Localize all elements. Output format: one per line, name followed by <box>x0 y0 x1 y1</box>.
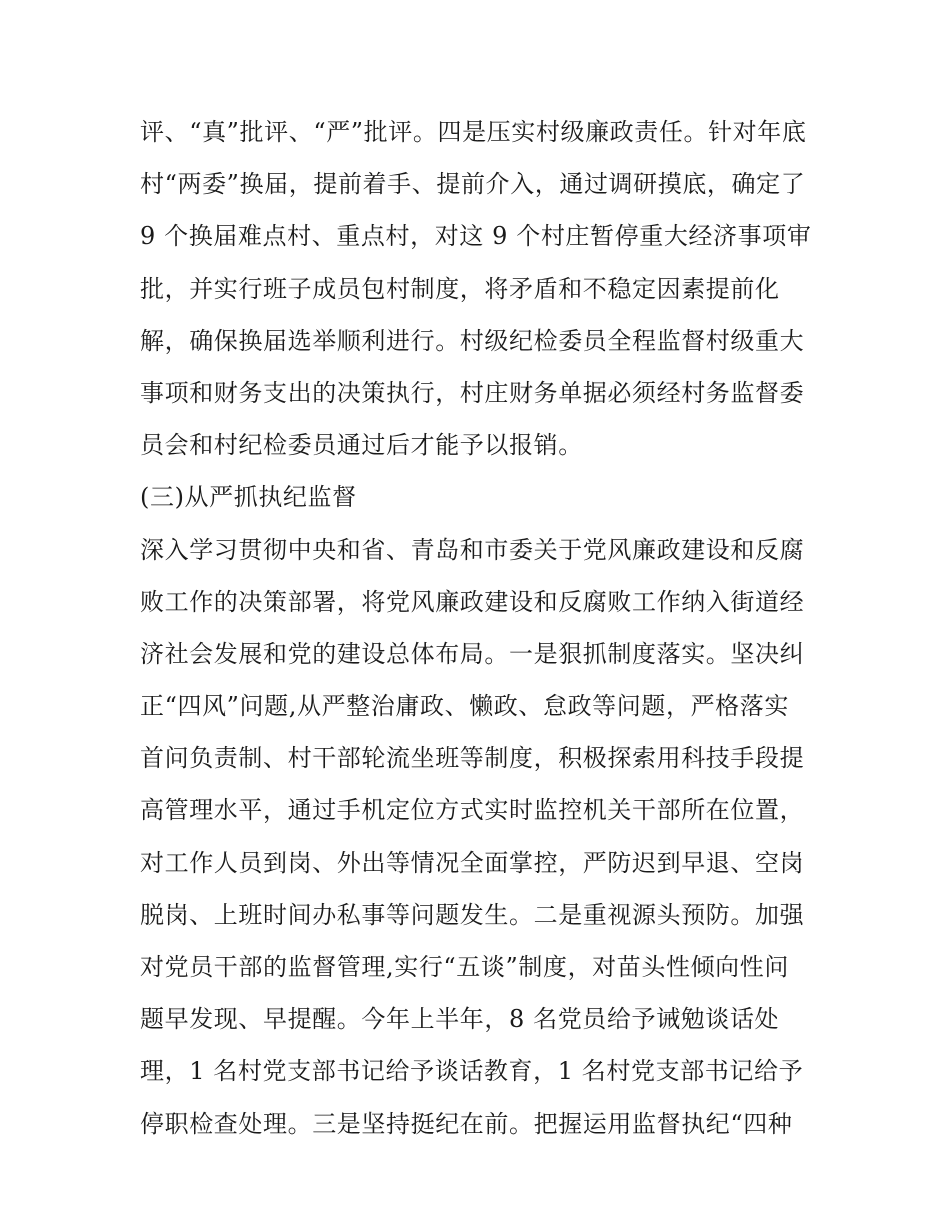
text-line: 评、“真”批评、“严”批评。四是压实村级廉政责任。针对年底 <box>140 118 807 146</box>
body-text <box>140 106 820 1150</box>
text-line: 解，确保换届选举顺利进行。村级纪检委员全程监督村级重大 <box>140 326 805 355</box>
text-line: 正“四风”问题,从严整治庸政、懒政、怠政等问题，严格落实 <box>140 692 789 721</box>
text-line: 员会和村纪检委员通过后才能予以报销。 <box>140 431 583 460</box>
text-line: 9 个换届难点村、重点村，对这 9 个村庄暂停重大经济事项审 <box>140 222 812 251</box>
text-line: 村“两委”换届，提前着手、提前介入，通过调研摸底，确定了 <box>140 170 806 199</box>
text-line: 败工作的决策部署，将党风廉政建设和反腐败工作纳入街道经 <box>140 587 805 616</box>
text-line: 事项和财务支出的决策执行，村庄财务单据必须经村务监督委 <box>140 378 805 407</box>
text-line: 对工作人员到岗、外出等情况全面掌控，严防迟到早退、空岗 <box>140 848 805 877</box>
text-line: 脱岗、上班时间办私事等问题发生。二是重视源头预防。加强 <box>140 900 805 929</box>
text-line: 停职检查处理。三是坚持挺纪在前。把握运用监督执纪“四种 <box>140 1109 793 1138</box>
text-line: 首问负责制、村干部轮流坐班等制度，积极探索用科技手段提 <box>140 744 805 773</box>
text-line: 深入学习贯彻中央和省、青岛和市委关于党风廉政建设和反腐 <box>140 535 805 564</box>
text-line: 理，1 名村党支部书记给予谈话教育，1 名村党支部书记给予 <box>140 1057 804 1086</box>
text-line: 对党员干部的监督管理,实行“五谈”制度，对苗头性倾向性问 <box>140 953 789 981</box>
text-line: 济社会发展和党的建设总体布局。一是狠抓制度落实。坚决纠 <box>140 639 805 668</box>
text-line: 题早发现、早提醒。今年上半年，8 名党员给予诫勉谈话处 <box>140 1005 780 1034</box>
section-heading: (三)从严抓执纪监督 <box>140 483 357 512</box>
text-line: 高管理水平，通过手机定位方式实时监控机关干部所在位置， <box>140 796 805 825</box>
text-line: 批，并实行班子成员包村制度，将矛盾和不稳定因素提前化 <box>140 274 780 303</box>
